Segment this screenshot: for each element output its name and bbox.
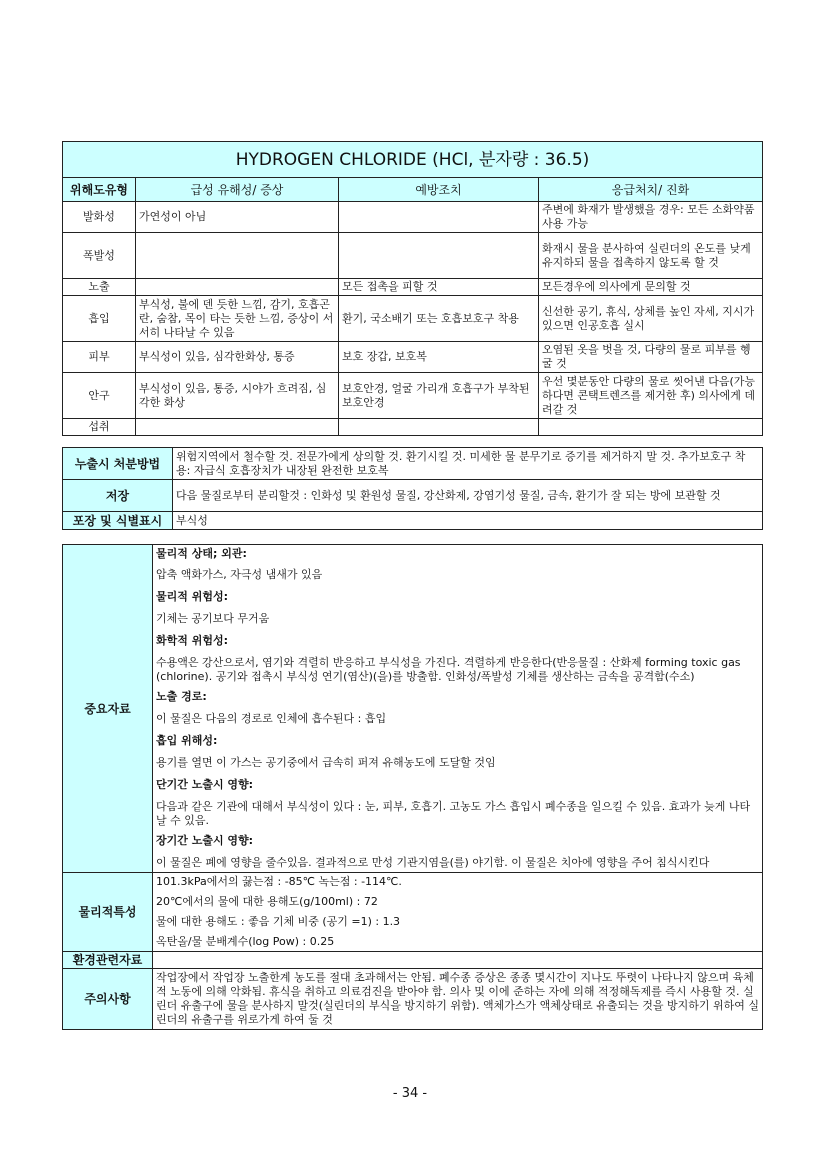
- exposure-route-text: 이 물질은 다음의 경로로 인체에 흡수된다 : 흡입: [156, 712, 387, 725]
- storage-text: 다음 물질로부터 분리할것 : 인화성 및 환원성 물질, 강산화제, 강염기성 물질, 금속, 환기가 잘 되는 방에 보관할 것: [173, 480, 763, 512]
- header-first-aid: 응급처치/ 진화: [539, 178, 763, 202]
- physical-property-line: 물에 대한 용해도 : 좋음 기체 비중 (공기 =1) : 1.3: [156, 915, 401, 928]
- inhalation-risk-text: 용기를 열면 이 가스는 공기중에서 급속히 퍼져 유해농도에 도달할 것임: [156, 756, 496, 769]
- caution-label: 주의사항: [63, 969, 153, 1030]
- prevention-cell: 환기, 국소배기 또는 호흡보호구 착용: [339, 296, 539, 342]
- chemical-hazard-heading: 화학적 위험성:: [156, 634, 228, 647]
- table-row: [63, 448, 763, 480]
- environment-text: [153, 952, 763, 969]
- environment-label: 환경관련자료: [63, 952, 153, 969]
- hazard-type: 안구: [63, 373, 136, 419]
- symptom-cell: [136, 419, 339, 436]
- prevention-cell: 보호 장갑, 보호복: [339, 342, 539, 373]
- physical-property-line: 101.3kPa에서의 끓는점 : -85℃ 녹는점 : -114℃.: [156, 875, 402, 888]
- page-number: - 34 -: [392, 1086, 428, 1101]
- caution-text: 작업장에서 작업장 노출한계 농도를 절대 초과해서는 안됨. 폐수종 증상은 종종 몇시간이 지나도 뚜렷이 나타나지 않으며 육체적 노동에 의해 악화됨. 휴식을 취하고 의료검진을 받아야 함. 의사 및 이에 준하는 자에 의해 적정해독제를 즉시 사용할 것. 실린더 유출구에 물을 분사하지 말것(실린더의 부식을 방지하기 위함). 액체가스가 액체상태로 유출되는 것을 방지하기 위하여 실린더의 유출구를 위로가게 하여 둘 것: [153, 969, 763, 1030]
- chemical-hazard-text: 수용액은 강산으로서, 염기와 격렬히 반응하고 부식성을 가진다. 격렬하게 반응한다(반응물질 : 산화제 forming toxic gas (chlorine). 공기와 접촉시 부식성 연기(염산)(을)를 방출함. 인화성/폭발성 기체를 생산하는 금속을 공격함(수소): [156, 656, 741, 683]
- first-aid-cell: 오염된 옷을 벗을 것, 다량의 물로 피부를 헹굴 것: [539, 342, 763, 373]
- handling-table: [62, 447, 763, 530]
- first-aid-cell: 신선한 공기, 휴식, 상체를 높인 자세, 지시가 있으면 인공호흡 실시: [539, 296, 763, 342]
- storage-label: 저장: [63, 480, 173, 512]
- table-row: [63, 512, 763, 530]
- important-data-label: 중요자료: [63, 545, 153, 873]
- first-aid-cell: 모든경우에 의사에게 문의할 것: [539, 279, 763, 296]
- table-row: [63, 873, 763, 952]
- physical-property-line: 옥탄올/물 분배계수(log Pow) : 0.25: [156, 935, 335, 948]
- table-row: [63, 952, 763, 969]
- physical-state-heading: 물리적 상태; 외관:: [156, 547, 247, 560]
- short-term-text: 다음과 같은 기관에 대해서 부식성이 있다 : 눈, 피부, 호흡기. 고농도 가스 흡입시 폐수종을 일으킬 수 있음. 효과가 늦게 나타날 수 있음.: [156, 800, 751, 827]
- first-aid-cell: 주변에 화재가 발생했을 경우: 모든 소화약품 사용 가능: [539, 202, 763, 233]
- spill-disposal-text: 위험지역에서 철수할 것. 전문가에게 상의할 것. 환기시킬 것. 미세한 물 분무기로 증기를 제거하지 말 것. 추가보호구 착용: 자급식 호흡장치가 내장된 완전한 보호복: [173, 448, 763, 480]
- physical-property-line: 20℃에서의 물에 대한 용해도(g/100ml) : 72: [156, 895, 378, 908]
- table-row: [63, 480, 763, 512]
- table-row: [63, 296, 763, 342]
- hazard-type: 피부: [63, 342, 136, 373]
- exposure-route-heading: 노출 경로:: [156, 690, 207, 703]
- short-term-heading: 단기간 노출시 영향:: [156, 778, 254, 791]
- first-aid-cell: 화재시 물을 분사하여 실린더의 온도를 낮게 유지하되 물을 접촉하지 않도록 할 것: [539, 233, 763, 279]
- document-title: HYDROGEN CHLORIDE (HCl, 분자량 : 36.5): [63, 142, 763, 178]
- table-row: [63, 233, 763, 279]
- hazard-type: 폭발성: [63, 233, 136, 279]
- packaging-label: 포장 및 식별표시: [63, 512, 173, 530]
- symptom-cell: 부식성이 있음, 통증, 시야가 흐려짐, 심각한 화상: [136, 373, 339, 419]
- long-term-text: 이 물질은 폐에 영향을 줄수있음. 결과적으로 만성 기관지염을(를) 야기함. 이 물질은 치아에 영향을 주어 침식시킨다: [156, 856, 710, 869]
- table-row: [63, 373, 763, 419]
- physical-state-text: 압축 액화가스, 자극성 냄새가 있음: [156, 568, 323, 581]
- packaging-text: 부식성: [173, 512, 763, 530]
- table-row: [63, 545, 763, 873]
- hazard-type: 발화성: [63, 202, 136, 233]
- symptom-cell: 가연성이 아님: [136, 202, 339, 233]
- table-row: [63, 202, 763, 233]
- long-term-heading: 장기간 노출시 영향:: [156, 834, 254, 847]
- symptom-cell: 부식성이 있음, 심각한화상, 통증: [136, 342, 339, 373]
- data-table: [62, 544, 763, 1030]
- physical-hazard-text: 기체는 공기보다 무거움: [156, 612, 270, 625]
- prevention-cell: [339, 419, 539, 436]
- physical-hazard-heading: 물리적 위험성:: [156, 590, 228, 603]
- hazard-type: 흡입: [63, 296, 136, 342]
- prevention-cell: 모든 접촉을 피할 것: [339, 279, 539, 296]
- header-hazard-type: 위해도유형: [63, 178, 136, 202]
- header-symptom: 급성 유해성/ 증상: [136, 178, 339, 202]
- inhalation-risk-heading: 흡입 위해성:: [156, 734, 218, 747]
- first-aid-cell: 우선 몇분동안 다량의 물로 씻어낸 다음(가능하다면 콘택트렌즈를 제거한 후) 의사에게 데려갈 것: [539, 373, 763, 419]
- hazard-type: 노출: [63, 279, 136, 296]
- table-row: [63, 969, 763, 1030]
- physical-properties-label: 물리적특성: [63, 873, 153, 952]
- symptom-cell: [136, 279, 339, 296]
- first-aid-cell: [539, 419, 763, 436]
- spill-disposal-label: 누출시 처분방법: [63, 448, 173, 480]
- table-row: [63, 279, 763, 296]
- symptom-cell: [136, 233, 339, 279]
- prevention-cell: [339, 233, 539, 279]
- header-prevention: 예방조치: [339, 178, 539, 202]
- hazard-type: 섭취: [63, 419, 136, 436]
- table-row: [63, 419, 763, 436]
- symptom-cell: 부식성, 불에 덴 듯한 느낌, 감기, 호흡곤란, 숨참, 목이 타는 듯한 느낌, 증상이 서서히 나타날 수 있음: [136, 296, 339, 342]
- hazard-table: [62, 141, 763, 436]
- prevention-cell: 보호안경, 얼굴 가리개 호흡구가 부착된 보호안경: [339, 373, 539, 419]
- prevention-cell: [339, 202, 539, 233]
- table-row: [63, 342, 763, 373]
